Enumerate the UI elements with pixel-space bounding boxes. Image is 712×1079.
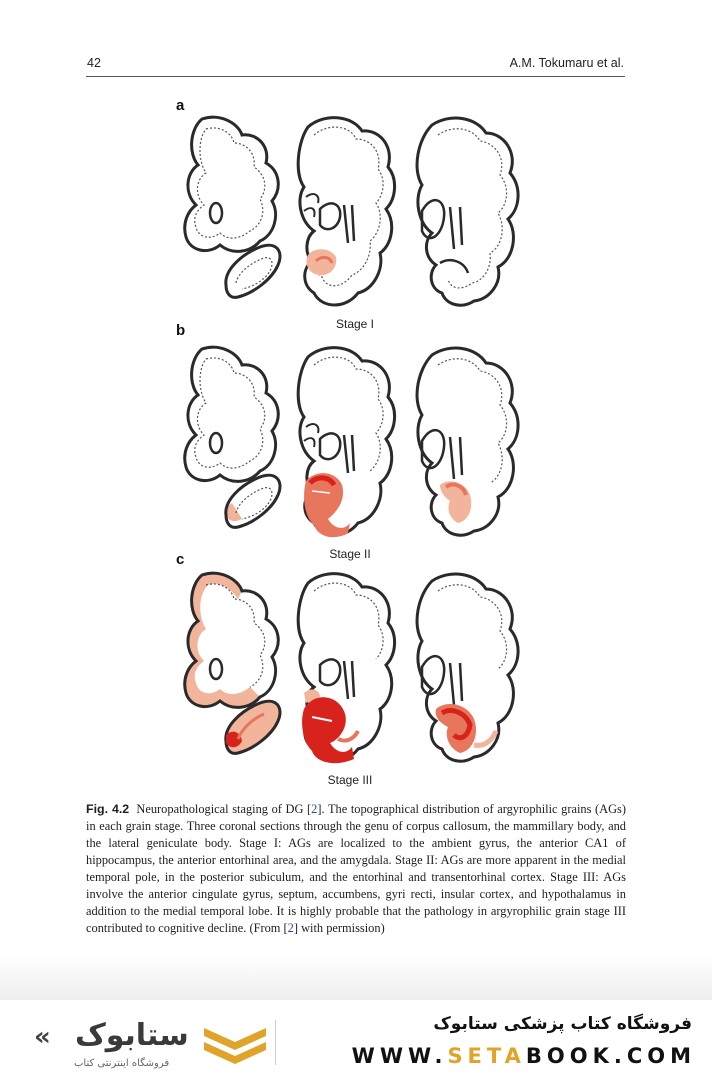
citation-link-2[interactable]: 2 xyxy=(287,921,294,935)
banner-divider xyxy=(275,1020,276,1065)
setabook-logo xyxy=(30,1018,190,1078)
section-mammillary-stage-2 xyxy=(290,343,400,543)
section-mammillary-stage-3 xyxy=(290,569,400,769)
url-suffix: OOK.COM xyxy=(546,1044,696,1068)
url-b: B xyxy=(525,1044,547,1068)
panel-letter-c: c xyxy=(176,551,185,568)
stage-label-2: Stage II xyxy=(329,547,371,561)
section-lgb-stage-3 xyxy=(410,569,525,769)
logo-brand-text: ستابوک xyxy=(75,1018,189,1053)
logo-subtitle: فروشگاه اینترنتی کتاب xyxy=(74,1058,170,1069)
store-url[interactable] xyxy=(352,1044,696,1068)
chevrons-icon: « xyxy=(34,1022,51,1052)
url-highlight-seta: SETA xyxy=(447,1044,526,1068)
citation-link-1[interactable]: 2 xyxy=(311,802,318,816)
stage-label-1: Stage I xyxy=(335,317,375,331)
page-number: 42 xyxy=(87,56,101,70)
section-mammillary-stage-1 xyxy=(290,113,400,313)
section-genu-stage-3 xyxy=(180,569,285,759)
caption-text-3: ] with permission) xyxy=(293,921,385,935)
stage-label-3: Stage III xyxy=(327,773,373,787)
page-bottom-fade xyxy=(0,955,712,1005)
section-lgb-stage-2 xyxy=(410,343,525,543)
figure-caption xyxy=(86,801,626,937)
figure-4-2 xyxy=(170,95,540,795)
page-header xyxy=(86,54,625,77)
url-prefix: WWW. xyxy=(351,1044,448,1068)
figure-label: Fig. 4.2 xyxy=(86,802,130,816)
panel-letter-b: b xyxy=(176,322,186,339)
section-genu-stage-1 xyxy=(180,113,285,303)
store-title: فروشگاه کتاب پزشکی ستابوک xyxy=(433,1014,692,1034)
book-stack-icon xyxy=(200,1020,270,1070)
caption-text-2: ]. The topographical distribution of argyrophilic grains (AGs) in each grain stage. Three coronal sections through the genu of corpus callosum, the mammillary body, and the lateral geniculate body. Stage I: AGs are localized to the ambient gyrus, the anterior CA1 of hippocampus, the anterior entorhinal area, and the amygdala. Stage II: AGs are more apparent in the medial temporal pole, in the posterior subiculum, and the entorhinal and transentorhinal cortex. Stage III: AGs involve the anterior cingulate gyrus, septum, accumbens, gyri recti, insular cortex, and hypothalamus in addition to the medial temporal lobe. It is highly probable that the pathology in argyrophilic grain stage III contributed to cognitive decline. (From [ xyxy=(86,802,626,935)
section-genu-stage-2 xyxy=(180,343,285,533)
watermark-banner xyxy=(0,1000,712,1079)
running-head-authors: A.M. Tokumaru et al. xyxy=(509,56,624,70)
caption-text-1: Neuropathological staging of DG [ xyxy=(136,802,312,816)
panel-letter-a: a xyxy=(176,97,185,114)
section-lgb-stage-1 xyxy=(410,113,525,313)
